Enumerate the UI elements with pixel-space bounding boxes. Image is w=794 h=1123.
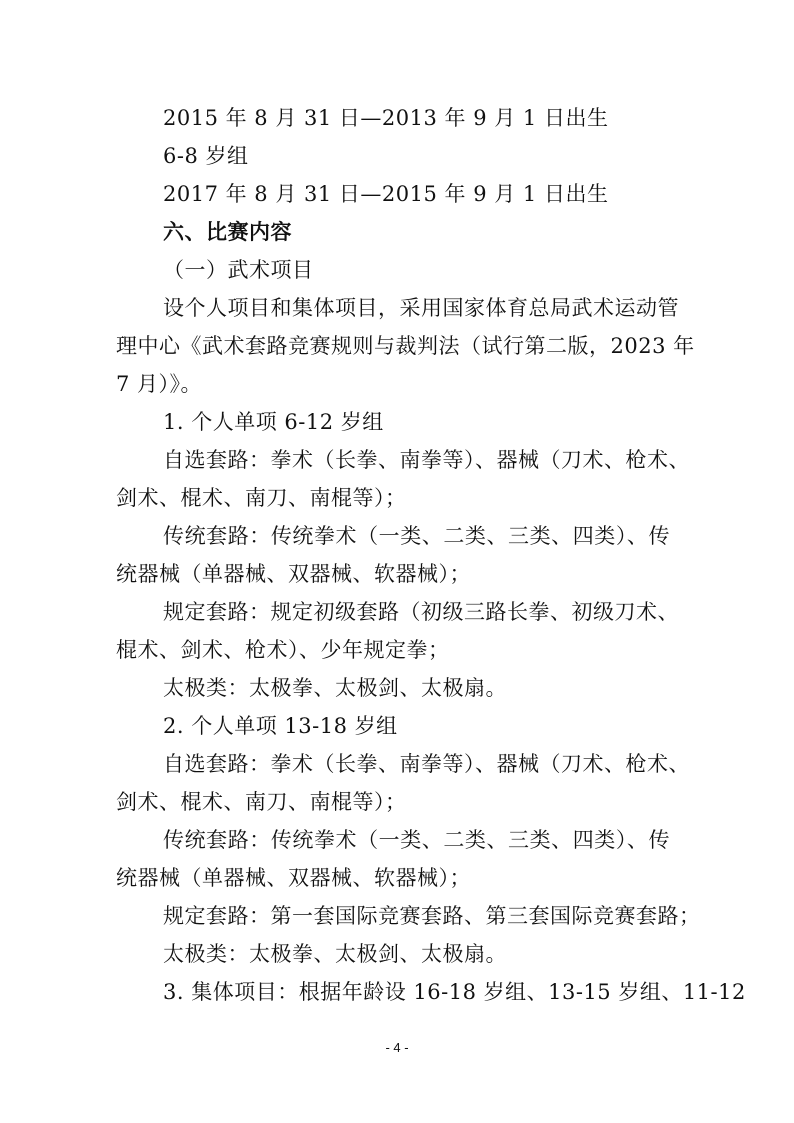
paragraph-line: 规定套路：规定初级套路（初级三路长拳、初级刀术、 xyxy=(163,600,679,624)
paragraph-line: 规定套路：第一套国际竞赛套路、第三套国际竞赛套路； xyxy=(163,904,701,928)
paragraph-line: 剑术、棍术、南刀、南棍等）； xyxy=(116,486,407,510)
item-heading: 2. 个人单项 13-18 岁组 xyxy=(163,714,398,738)
paragraph-line: 统器械（单器械、双器械、软器械）； xyxy=(116,562,471,586)
paragraph-line: 太极类：太极拳、太极剑、太极扇。 xyxy=(163,676,507,700)
paragraph-line: 理中心《武术套路竞赛规则与裁判法（试行第二版，2023 年 xyxy=(116,334,695,358)
paragraph-line: 剑术、棍术、南刀、南棍等）； xyxy=(116,790,407,814)
section-heading: 六、比赛内容 xyxy=(163,220,292,244)
paragraph-line: 自选套路：拳术（长拳、南拳等）、器械（刀术、枪术、 xyxy=(163,448,690,472)
paragraph-line: 3. 集体项目：根据年龄设 16-18 岁组、13-15 岁组、11-12 xyxy=(163,980,746,1004)
subsection-heading: （一）武术项目 xyxy=(163,258,314,282)
text-line: 2017 年 8 月 31 日—2015 年 9 月 1 日出生 xyxy=(163,182,609,206)
paragraph-line: 传统套路：传统拳术（一类、二类、三类、四类）、传 xyxy=(163,828,670,852)
paragraph-line: 7 月）》。 xyxy=(116,372,203,396)
paragraph-line: 统器械（单器械、双器械、软器械）； xyxy=(116,866,471,890)
text-line: 6-8 岁组 xyxy=(163,144,249,168)
paragraph-line: 自选套路：拳术（长拳、南拳等）、器械（刀术、枪术、 xyxy=(163,752,690,776)
paragraph-line: 棍术、剑术、枪术）、少年规定拳； xyxy=(116,638,450,662)
paragraph-line: 太极类：太极拳、太极剑、太极扇。 xyxy=(163,942,507,966)
text-line: 2015 年 8 月 31 日—2013 年 9 月 1 日出生 xyxy=(163,106,609,130)
paragraph-line: 设个人项目和集体项目，采用国家体育总局武术运动管 xyxy=(163,296,679,320)
paragraph-line: 传统套路：传统拳术（一类、二类、三类、四类）、传 xyxy=(163,524,670,548)
page-number: - 4 - xyxy=(385,1040,409,1055)
item-heading: 1. 个人单项 6-12 岁组 xyxy=(163,410,384,434)
